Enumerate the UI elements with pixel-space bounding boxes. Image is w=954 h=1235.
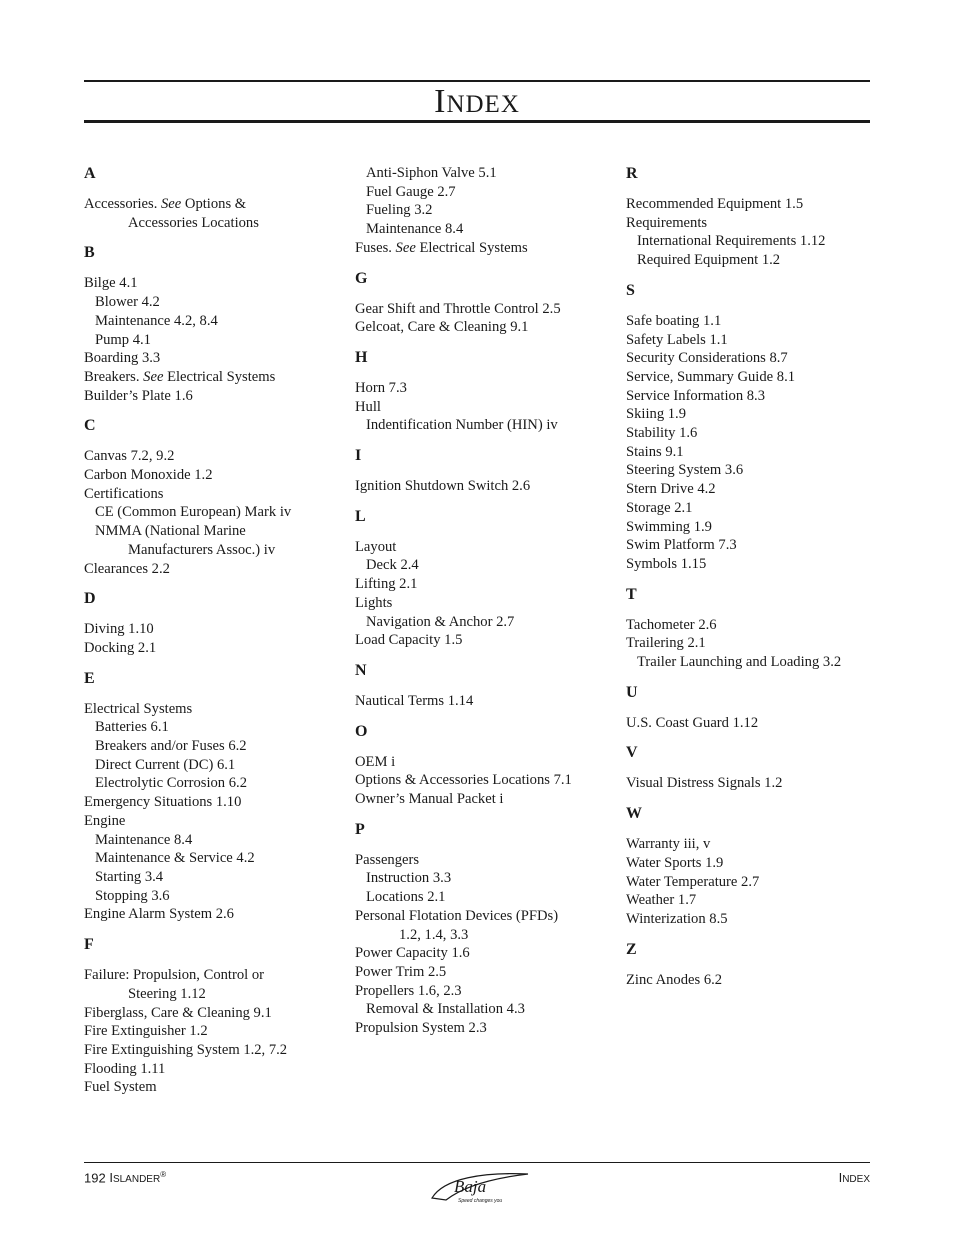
index-subentry: Blower 4.2 bbox=[95, 294, 160, 311]
index-entry: OEM i bbox=[355, 753, 396, 770]
index-letter-heading: U bbox=[626, 683, 638, 701]
index-entry: Horn 7.3 bbox=[355, 379, 407, 396]
index-letter-heading: N bbox=[355, 661, 367, 679]
index-letter-heading: I bbox=[355, 447, 362, 465]
index-entry: Carbon Monoxide 1.2 bbox=[84, 467, 213, 484]
index-entry: Ignition Shutdown Switch 2.6 bbox=[355, 478, 531, 495]
index-subentry: Anti-Siphon Valve 5.1 bbox=[366, 165, 497, 181]
index-entry: Bilge 4.1 bbox=[84, 275, 138, 292]
index-letter-heading: R bbox=[626, 165, 638, 182]
index-entry: Power Trim 2.5 bbox=[355, 963, 447, 980]
index-subentry: Removal & Installation 4.3 bbox=[366, 1001, 525, 1018]
see-reference: See bbox=[143, 368, 164, 385]
index-entry: Nautical Terms 1.14 bbox=[355, 692, 474, 709]
index-subentry: CE (Common European) Mark iv bbox=[95, 504, 292, 521]
index-entry: Safety Labels 1.1 bbox=[626, 331, 728, 348]
index-entry: Lifting 2.1 bbox=[355, 576, 418, 593]
logo-wordmark: Baja bbox=[454, 1177, 487, 1196]
index-entry: Failure: Propulsion, Control or bbox=[84, 967, 264, 984]
index-entry: Passengers bbox=[355, 851, 420, 868]
index-entry: U.S. Coast Guard 1.12 bbox=[626, 714, 759, 731]
entry-text: Fuses. bbox=[355, 239, 396, 256]
index-subentry: Pump 4.1 bbox=[95, 331, 151, 348]
index-entry: Engine Alarm System 2.6 bbox=[84, 906, 234, 923]
index-entry: Layout bbox=[355, 538, 397, 555]
index-entry: Skiing 1.9 bbox=[626, 406, 687, 423]
entry-text: Accessories. bbox=[84, 196, 161, 212]
index-entry: Hull bbox=[355, 398, 381, 415]
index-letter-heading: S bbox=[626, 281, 635, 299]
index-entry: Fire Extinguisher 1.2 bbox=[84, 1023, 208, 1040]
index-entry: Owner’s Manual Packet i bbox=[355, 791, 504, 808]
index-entry: Tachometer 2.6 bbox=[626, 616, 717, 633]
index-entry: Storage 2.1 bbox=[626, 499, 693, 516]
footer-rule bbox=[84, 1162, 870, 1163]
index-entry: Swimming 1.9 bbox=[626, 518, 712, 535]
index-entry-continuation: Steering 1.12 bbox=[128, 985, 206, 1002]
index-subentry: Stopping 3.6 bbox=[95, 887, 170, 904]
index-subentry: Fuel Gauge 2.7 bbox=[366, 183, 456, 200]
index-subentry: Required Equipment 1.2 bbox=[637, 252, 781, 269]
page-title-rest: NDEX bbox=[446, 91, 520, 118]
index-letter-heading: G bbox=[355, 269, 368, 287]
entry-text: Electrical Systems bbox=[415, 239, 528, 256]
index-entry: Water Temperature 2.7 bbox=[626, 873, 760, 890]
index-entry: Recommended Equipment 1.5 bbox=[626, 196, 804, 212]
index-entry: Gear Shift and Throttle Control 2.5 bbox=[355, 300, 561, 317]
index-entry-continuation: Manufacturers Assoc.) iv bbox=[128, 541, 276, 558]
see-reference: See bbox=[395, 239, 416, 256]
footer-left bbox=[84, 1170, 166, 1185]
index-column-3 bbox=[626, 164, 876, 989]
index-entry: Security Considerations 8.7 bbox=[626, 350, 788, 367]
index-entry bbox=[84, 195, 344, 214]
header-rule-bottom bbox=[84, 120, 870, 123]
index-entry: Canvas 7.2, 9.2 bbox=[84, 448, 175, 465]
index-subentry: Fueling 3.2 bbox=[366, 202, 433, 219]
entry-text: Options & bbox=[181, 196, 247, 212]
index-entry: Visual Distress Signals 1.2 bbox=[626, 775, 783, 792]
logo-tagline: Speed changes you bbox=[458, 1198, 503, 1204]
index-entry: Fuel System bbox=[84, 1079, 157, 1096]
index-entry-continuation: Accessories Locations bbox=[128, 214, 259, 231]
index-entry: Stern Drive 4.2 bbox=[626, 481, 716, 498]
index-subentry: Navigation & Anchor 2.7 bbox=[366, 613, 515, 630]
page-title-initial: I bbox=[434, 83, 447, 120]
index-entry: Steering System 3.6 bbox=[626, 462, 744, 479]
index-entry: Service, Summary Guide 8.1 bbox=[626, 368, 796, 385]
index-subentry: Starting 3.4 bbox=[95, 868, 164, 885]
index-entry: Warranty iii, v bbox=[626, 836, 711, 853]
index-subentry: International Requirements 1.12 bbox=[637, 233, 826, 250]
index-entry: Stability 1.6 bbox=[626, 425, 698, 442]
index-entry: Flooding 1.11 bbox=[84, 1060, 166, 1077]
index-letter-heading: W bbox=[626, 805, 642, 823]
registered-mark: ® bbox=[160, 1170, 167, 1179]
index-subentry: Maintenance 8.4 bbox=[95, 831, 193, 848]
index-entry: Diving 1.10 bbox=[84, 621, 154, 638]
index-letter-heading: A bbox=[84, 165, 96, 182]
index-subentry: Indentification Number (HIN) iv bbox=[366, 417, 558, 434]
index-entry: Clearances 2.2 bbox=[84, 560, 170, 577]
index-letter-heading: E bbox=[84, 669, 95, 687]
index-letter-heading: L bbox=[355, 507, 366, 525]
index-letter-heading: P bbox=[355, 820, 365, 838]
index-entry: Load Capacity 1.5 bbox=[355, 632, 463, 649]
index-subentry: Instruction 3.3 bbox=[366, 870, 452, 887]
index-subentry: Deck 2.4 bbox=[366, 557, 419, 574]
index-entry: Power Capacity 1.6 bbox=[355, 945, 470, 962]
index-subentry: NMMA (National Marine bbox=[95, 523, 246, 540]
index-subentry: Locations 2.1 bbox=[366, 889, 446, 906]
see-reference: See bbox=[161, 196, 182, 212]
product-name: ISLANDER bbox=[109, 1170, 161, 1186]
index-entry: Water Sports 1.9 bbox=[626, 854, 724, 871]
index-entry: Engine bbox=[84, 812, 126, 829]
index-letter-heading: F bbox=[84, 936, 94, 954]
index-entry: Emergency Situations 1.10 bbox=[84, 794, 242, 811]
index-entry: Options & Accessories Locations 7.1 bbox=[355, 772, 572, 789]
index-entry: Personal Flotation Devices (PFDs) bbox=[355, 907, 559, 924]
index-entry: Propulsion System 2.3 bbox=[355, 1020, 487, 1037]
index-entry: Fiberglass, Care & Cleaning 9.1 bbox=[84, 1004, 272, 1021]
index-subentry: Trailer Launching and Loading 3.2 bbox=[637, 654, 842, 671]
index-entry: Swim Platform 7.3 bbox=[626, 537, 737, 554]
index-subentry: Maintenance 4.2, 8.4 bbox=[95, 312, 218, 329]
index-entry bbox=[84, 368, 344, 387]
index-subentry: Electrolytic Corrosion 6.2 bbox=[95, 775, 247, 792]
index-entry: Builder’s Plate 1.6 bbox=[84, 387, 193, 404]
index-subentry: Batteries 6.1 bbox=[95, 719, 169, 736]
index-entry: Safe boating 1.1 bbox=[626, 312, 722, 329]
index-subentry: Maintenance & Service 4.2 bbox=[95, 850, 255, 867]
index-letter-heading: Z bbox=[626, 940, 637, 958]
index-letter-heading: D bbox=[84, 590, 96, 608]
footer-section-name: INDEX bbox=[838, 1170, 870, 1185]
index-entry: Requirements bbox=[626, 214, 708, 231]
index-letter-heading: B bbox=[84, 244, 95, 262]
index-entry: Stains 9.1 bbox=[626, 443, 684, 460]
index-entry: Service Information 8.3 bbox=[626, 387, 766, 404]
entry-text: Breakers. bbox=[84, 368, 144, 385]
index-entry: Winterization 8.5 bbox=[626, 910, 728, 927]
index-entry: Trailering 2.1 bbox=[626, 635, 706, 652]
index-entry: Electrical Systems bbox=[84, 700, 193, 717]
index-entry: Symbols 1.15 bbox=[626, 555, 707, 572]
index-entry: Boarding 3.3 bbox=[84, 350, 161, 367]
index-entry: Lights bbox=[355, 594, 393, 611]
index-entry: Zinc Anodes 6.2 bbox=[626, 971, 723, 988]
index-entry-continuation: 1.2, 1.4, 3.3 bbox=[399, 926, 469, 943]
baja-logo bbox=[424, 1168, 534, 1208]
index-column-1 bbox=[84, 164, 344, 1097]
index-subentry: Maintenance 8.4 bbox=[366, 221, 464, 238]
index-letter-heading: H bbox=[355, 348, 368, 366]
page-number: 192 bbox=[84, 1170, 106, 1186]
index-letter-heading: T bbox=[626, 585, 637, 603]
index-entry: Certifications bbox=[84, 485, 164, 502]
index-entry: Gelcoat, Care & Cleaning 9.1 bbox=[355, 319, 529, 336]
index-subentry: Breakers and/or Fuses 6.2 bbox=[95, 738, 247, 755]
entry-text: Electrical Systems bbox=[163, 368, 276, 385]
index-entry bbox=[355, 239, 615, 258]
index-entry: Propellers 1.6, 2.3 bbox=[355, 982, 462, 999]
index-entry: Fire Extinguishing System 1.2, 7.2 bbox=[84, 1041, 288, 1058]
index-letter-heading: C bbox=[84, 417, 96, 435]
index-letter-heading: V bbox=[626, 744, 638, 762]
index-letter-heading: O bbox=[355, 722, 368, 740]
index-column-2 bbox=[355, 164, 615, 1038]
index-entry: Docking 2.1 bbox=[84, 639, 157, 656]
index-entry: Weather 1.7 bbox=[626, 892, 697, 909]
index-subentry: Direct Current (DC) 6.1 bbox=[95, 756, 236, 773]
